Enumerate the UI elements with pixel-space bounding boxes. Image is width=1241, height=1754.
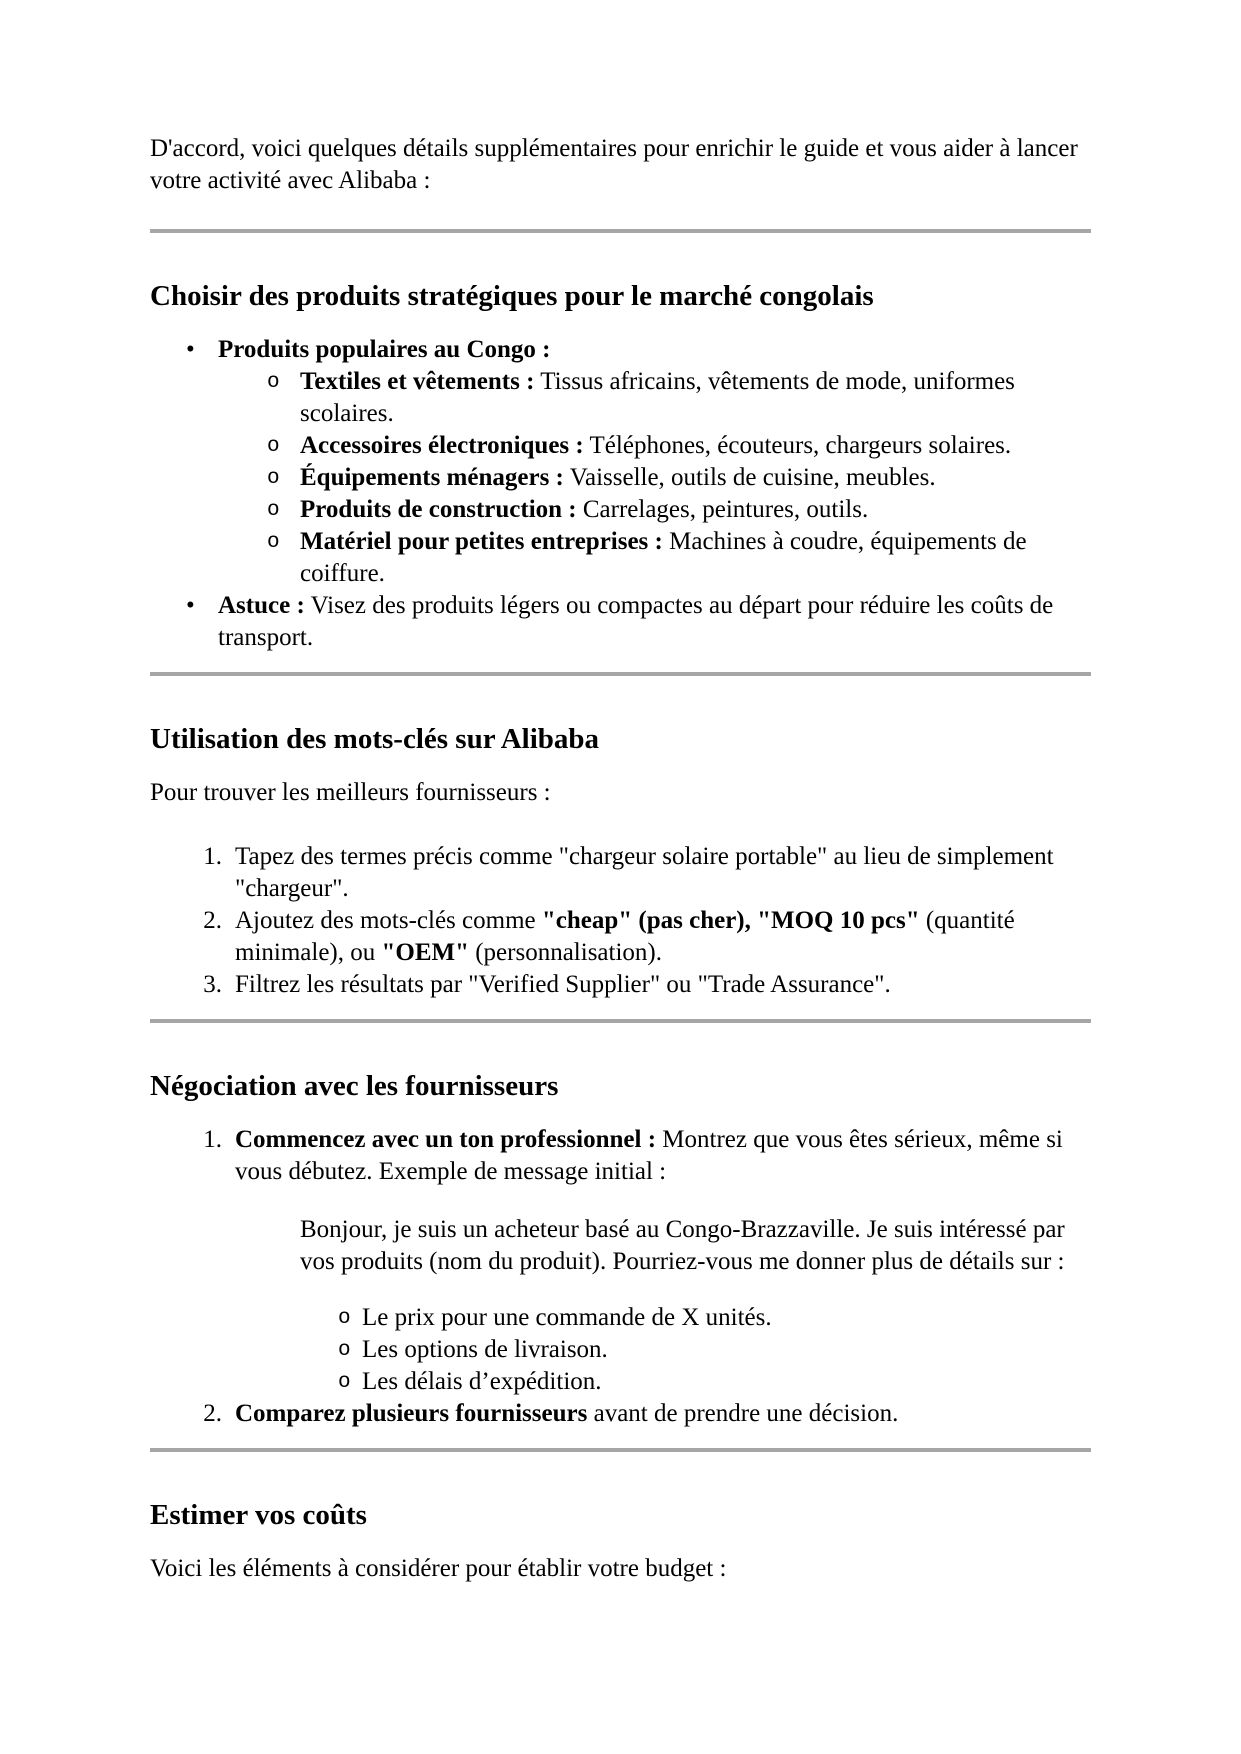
list-item-text: Les options de livraison.: [362, 1336, 608, 1363]
quote-sub-list: [235, 1302, 1091, 1398]
list-item: [150, 905, 1091, 969]
section-heading-negotiation: Négociation avec les fournisseurs: [150, 1070, 559, 1102]
products-sub-list: [218, 366, 1091, 590]
circle-bullet-marker: o: [267, 499, 280, 522]
list-item: [150, 590, 1091, 654]
list-item: [235, 1334, 1091, 1366]
list-item: [218, 430, 1091, 462]
list-item: [218, 462, 1091, 494]
circle-bullet-marker: o: [338, 1339, 351, 1362]
list-item-text: Comparez plusieurs fournisseurs avant de prendre une décision.: [235, 1400, 899, 1427]
list-item-text: Produits populaires au Congo :: [218, 336, 551, 363]
section-divider: [150, 672, 1091, 676]
section-divider: [150, 1019, 1091, 1023]
list-item: [218, 526, 1091, 590]
list-item-text: Commencez avec un ton professionnel : Montrez que vous êtes sérieux, même si vous débutez. Exemple de message initial :: [235, 1126, 1063, 1185]
products-bullet-list: [150, 334, 1091, 654]
section-heading-costs: Estimer vos coûts: [150, 1499, 367, 1531]
list-item-text: Produits de construction : Carrelages, peintures, outils.: [300, 496, 869, 523]
list-item-text: Tapez des termes précis comme "chargeur solaire portable" au lieu de simplement "chargeur".: [235, 843, 1054, 902]
list-item: [235, 1366, 1091, 1398]
section-heading-keywords: Utilisation des mots-clés sur Alibaba: [150, 723, 600, 755]
list-item: [150, 969, 1091, 1001]
circle-bullet-marker: o: [338, 1307, 351, 1330]
list-item-text: Filtrez les résultats par "Verified Supplier" ou "Trade Assurance".: [235, 971, 891, 998]
circle-bullet-marker: o: [267, 467, 280, 490]
number-marker: 1.: [203, 1126, 222, 1153]
intro-paragraph: D'accord, voici quelques détails supplémentaires pour enrichir le guide et vous aider à lancer votre activité avec Alibaba :: [150, 135, 1078, 194]
list-item: [218, 494, 1091, 526]
list-item-text: Les délais d’expédition.: [362, 1368, 602, 1395]
list-item: [150, 1398, 1091, 1430]
circle-bullet-marker: o: [267, 435, 280, 458]
circle-bullet-marker: o: [267, 531, 280, 554]
section-divider: [150, 229, 1091, 233]
list-item: [150, 841, 1091, 905]
lead-paragraph: Pour trouver les meilleurs fournisseurs :: [150, 779, 551, 806]
quote-paragraph: Bonjour, je suis un acheteur basé au Congo-Brazzaville. Je suis intéressé par vos produits (nom du produit). Pourriez-vous me donner plus de détails sur :: [300, 1216, 1065, 1275]
bullet-marker: •: [186, 336, 195, 363]
list-item-text: Textiles et vêtements : Tissus africains, vêtements de mode, uniformes scolaires.: [300, 368, 1015, 427]
lead-paragraph: Voici les éléments à considérer pour établir votre budget :: [150, 1555, 727, 1582]
list-item: [150, 334, 1091, 590]
list-item: [235, 1302, 1091, 1334]
section-divider: [150, 1448, 1091, 1452]
number-marker: 1.: [203, 843, 222, 870]
list-item-text: Astuce : Visez des produits légers ou compactes au départ pour réduire les coûts de transport.: [218, 592, 1054, 651]
list-item: [150, 1124, 1091, 1398]
list-item-text: Accessoires électroniques : Téléphones, écouteurs, chargeurs solaires.: [300, 432, 1012, 459]
keywords-numbered-list: [150, 841, 1091, 1001]
circle-bullet-marker: o: [267, 371, 280, 394]
list-item-text: Équipements ménagers : Vaisselle, outils de cuisine, meubles.: [300, 464, 936, 491]
bullet-marker: •: [186, 592, 195, 619]
section-heading-products: Choisir des produits stratégiques pour le marché congolais: [150, 280, 874, 312]
number-marker: 3.: [203, 971, 222, 998]
list-item-text: Ajoutez des mots-clés comme "cheap" (pas cher), "MOQ 10 pcs" (quantité minimale), ou "OEM" (personnalisation).: [235, 907, 1015, 966]
list-item-text: Matériel pour petites entreprises : Machines à coudre, équipements de coiffure.: [300, 528, 1027, 587]
number-marker: 2.: [203, 907, 222, 934]
number-marker: 2.: [203, 1400, 222, 1427]
negotiation-numbered-list: [150, 1124, 1091, 1430]
list-item: [218, 366, 1091, 430]
circle-bullet-marker: o: [338, 1371, 351, 1394]
list-item-text: Le prix pour une commande de X unités.: [362, 1304, 772, 1331]
